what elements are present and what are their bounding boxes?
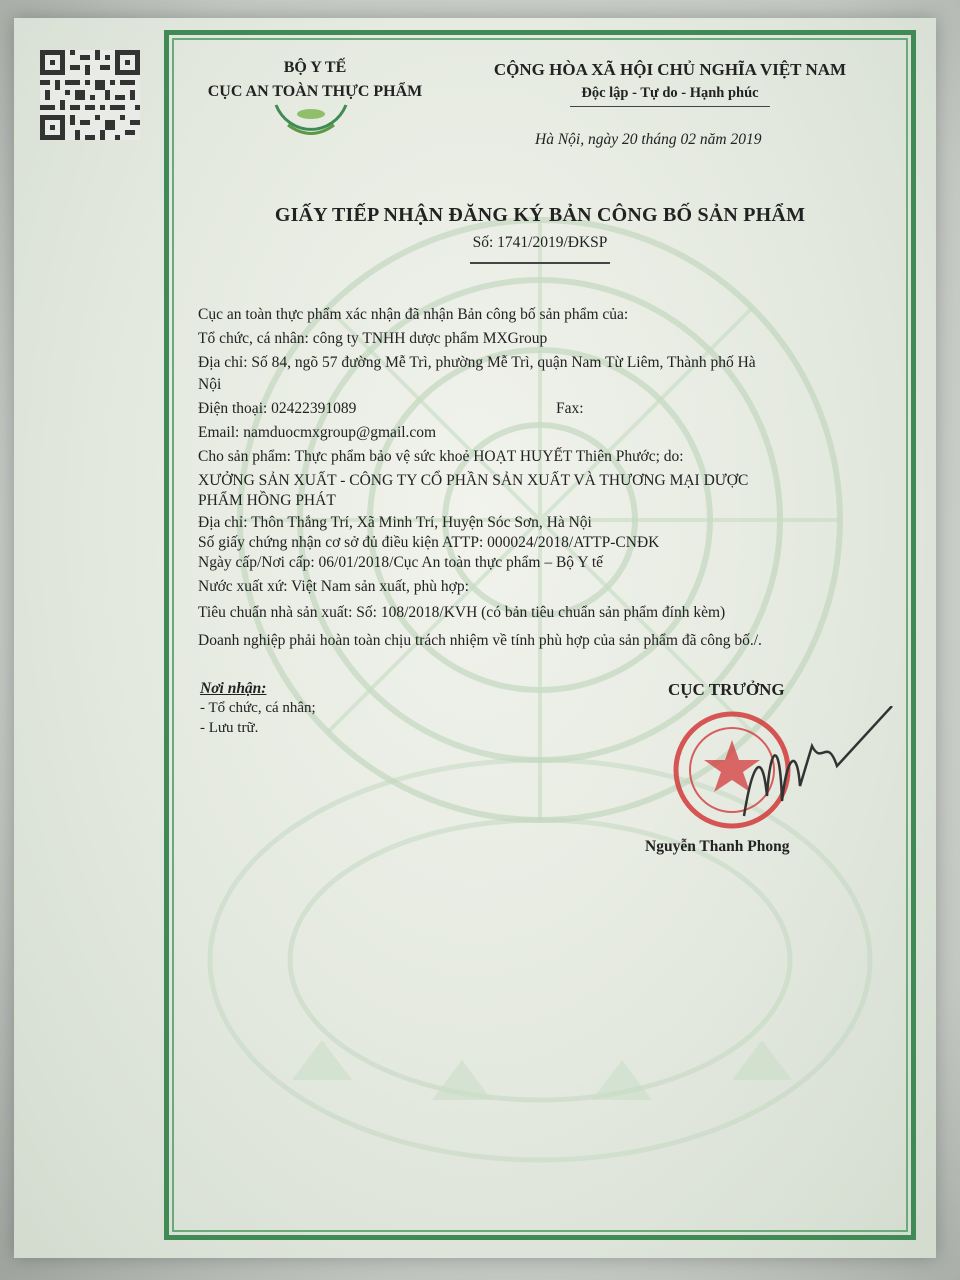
national-motto: Độc lập - Tự do - Hạnh phúc xyxy=(581,85,759,101)
address-line-1: Địa chỉ: Số 84, ngõ 57 đường Mễ Trì, phường Mễ Trì, quận Nam Từ Liêm, Thành phố Hà xyxy=(198,354,756,371)
responsibility-line: Doanh nghiệp phải hoàn toàn chịu trách nhiệm về tính phù hợp của sản phẩm đã công bố./. xyxy=(198,632,762,649)
fax-line: Fax: xyxy=(556,400,584,417)
recipient-item: - Tổ chức, cá nhân; xyxy=(200,700,316,716)
origin-line: Nước xuất xứ: Việt Nam sản xuất, phù hợp: xyxy=(198,578,469,595)
document-number: Số: 1741/2019/ĐKSP xyxy=(472,234,608,251)
signatory-title: CỤC TRƯỞNG xyxy=(668,680,785,699)
manufacturer-line-1: XƯỞNG SẢN XUẤT - CÔNG TY CỔ PHẦN SẢN XUẤT VÀ THƯƠNG MẠI DƯỢC xyxy=(198,472,749,489)
document-title: GIẤY TIẾP NHẬN ĐĂNG KÝ BẢN CÔNG BỐ SẢN PHẨM xyxy=(274,204,806,226)
manufacturer-address-line: Địa chỉ: Thôn Thắng Trí, Xã Minh Trí, Huyện Sóc Sơn, Hà Nội xyxy=(198,514,592,531)
ministry-name: BỘ Y TẾ xyxy=(283,59,347,76)
recipients-label: Nơi nhận: xyxy=(200,680,267,697)
title-underline xyxy=(470,262,610,264)
country-name: CỘNG HÒA XÃ HỘI CHỦ NGHĨA VIỆT NAM xyxy=(493,60,847,79)
organization-line: Tổ chức, cá nhân: công ty TNHH dược phẩm MXGroup xyxy=(198,330,548,347)
standard-line: Tiêu chuẩn nhà sản xuất: Số: 108/2018/KVH (có bản tiêu chuẩn sản phẩm đính kèm) xyxy=(198,604,726,621)
product-line: Cho sản phẩm: Thực phẩm bảo vệ sức khoẻ HOẠT HUYẾT Thiên Phước; do: xyxy=(198,448,684,465)
recipient-item: - Lưu trữ. xyxy=(200,720,259,736)
intro-line: Cục an toàn thực phẩm xác nhận đã nhận Bản công bố sản phẩm của: xyxy=(198,306,629,323)
national-header xyxy=(460,58,880,107)
qr-code xyxy=(40,50,140,140)
agency-name: CỤC AN TOÀN THỰC PHẨM xyxy=(207,83,423,100)
email-line: Email: namduocmxgroup@gmail.com xyxy=(198,424,437,441)
official-stamp-icon xyxy=(662,706,902,836)
manufacturer-line-2: PHẨM HỒNG PHÁT xyxy=(198,492,336,509)
phone-line: Điện thoại: 02422391089 xyxy=(198,400,357,417)
motto-underline xyxy=(570,106,770,107)
certificate-line: Số giấy chứng nhận cơ sở đủ điều kiện ATTP: 000024/2018/ATTP-CNĐK xyxy=(198,534,660,551)
place-date: Hà Nội, ngày 20 tháng 02 năm 2019 xyxy=(535,131,762,148)
issued-line: Ngày cấp/Nơi cấp: 06/01/2018/Cục An toàn thực phẩm – Bộ Y tế xyxy=(198,554,604,571)
signatory-name: Nguyễn Thanh Phong xyxy=(645,838,790,855)
address-line-2: Nội xyxy=(198,376,222,393)
agency-logo-icon xyxy=(266,100,356,150)
issuer-header xyxy=(190,56,440,104)
